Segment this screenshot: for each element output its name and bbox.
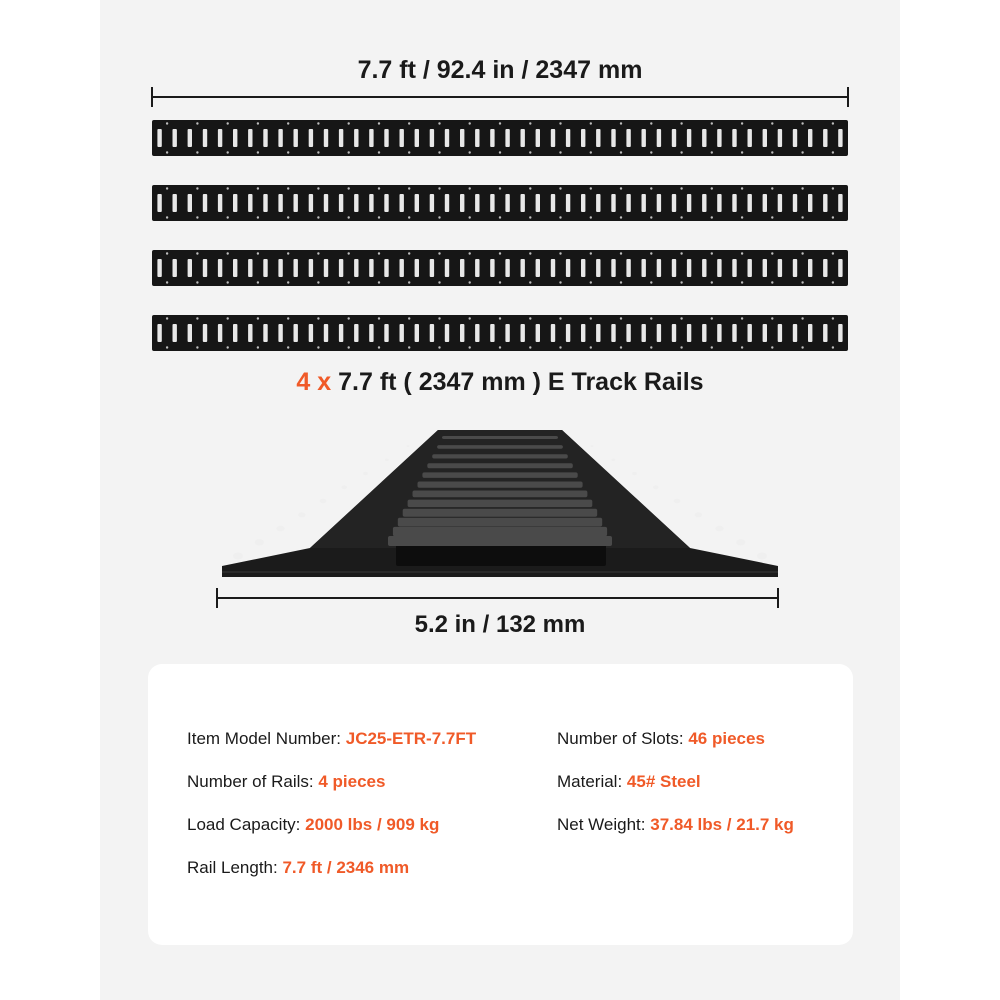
spec-rail-length <box>187 858 409 878</box>
spec-label: Number of Rails: <box>187 772 314 791</box>
spec-label: Net Weight: <box>557 815 646 834</box>
spec-label: Number of Slots: <box>557 729 684 748</box>
spec-value: 45# Steel <box>626 772 701 791</box>
rails-caption <box>0 368 1000 397</box>
length-dimension-line <box>0 0 1000 110</box>
spec-value: 46 pieces <box>688 729 765 748</box>
spec-label: Item Model Number: <box>187 729 341 748</box>
spec-value: JC25-ETR-7.7FT <box>345 729 477 748</box>
spec-label: Rail Length: <box>187 858 278 877</box>
specs-card <box>148 664 853 945</box>
spec-value: 37.84 lbs / 21.7 kg <box>650 815 794 834</box>
spec-load-capacity <box>187 815 439 835</box>
rails-quantity: 4 x <box>296 368 332 396</box>
spec-value: 2000 lbs / 909 kg <box>305 815 440 834</box>
spec-label: Load Capacity: <box>187 815 301 834</box>
spec-material <box>557 772 701 792</box>
length-dimension-label: 7.7 ft / 92.4 in / 2347 mm <box>357 56 643 84</box>
rails-description: 7.7 ft ( 2347 mm ) E Track Rails <box>338 368 704 396</box>
e-track-rail <box>152 250 848 286</box>
e-track-rail <box>152 315 848 351</box>
width-dimension-line <box>0 580 1000 610</box>
spec-number-of-slots <box>557 729 765 749</box>
spec-label: Material: <box>557 772 623 791</box>
width-dimension-label: 5.2 in / 132 mm <box>414 611 586 638</box>
spec-net-weight <box>557 815 794 835</box>
spec-number-of-rails <box>187 772 385 792</box>
spec-value: 7.7 ft / 2346 mm <box>282 858 410 877</box>
e-track-rail <box>152 185 848 221</box>
rail-perspective-illustration <box>0 420 1000 590</box>
spec-model-number <box>187 729 476 749</box>
spec-value: 4 pieces <box>318 772 386 791</box>
e-track-rail <box>152 120 848 156</box>
